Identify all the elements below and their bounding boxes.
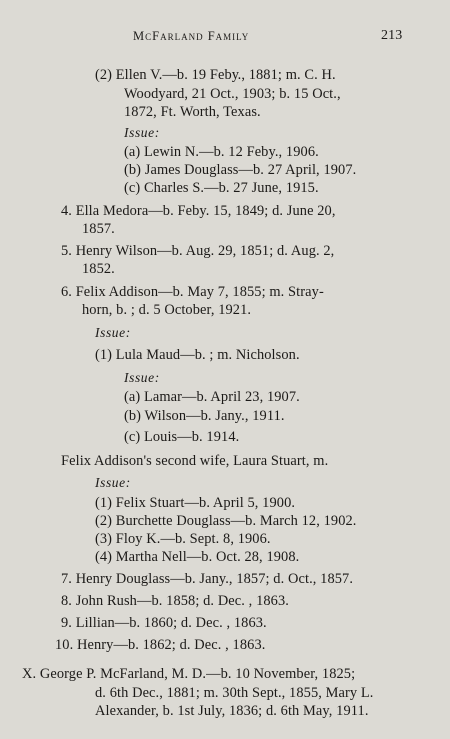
child-entry: (b) James Douglass—b. 27 April, 1907. bbox=[124, 162, 357, 178]
grandchild-entry: (b) Wilson—b. Jany., 1911. bbox=[124, 408, 285, 424]
issue-heading: Issue: bbox=[124, 125, 160, 140]
entry-ella-line-1: 4. Ella Medora—b. Feby. 15, 1849; d. June 20, bbox=[61, 203, 336, 219]
grandchild-entry: (a) Lamar—b. April 23, 1907. bbox=[124, 389, 300, 405]
issue-heading: Issue: bbox=[124, 370, 160, 385]
child-entry: (c) Charles S.—b. 27 June, 1915. bbox=[124, 180, 319, 196]
running-header: McFarland Family bbox=[133, 29, 250, 43]
entry-felix-line-1: 6. Felix Addison—b. May 7, 1855; m. Stray- bbox=[61, 284, 324, 300]
entry-felix-line-2: horn, b. ; d. 5 October, 1921. bbox=[82, 302, 252, 318]
child-entry-lula: (1) Lula Maud—b. ; m. Nicholson. bbox=[95, 347, 300, 363]
entry-henry-wilson-line-1: 5. Henry Wilson—b. Aug. 29, 1851; d. Aug. 2, bbox=[61, 243, 335, 259]
entry-henry-wilson-line-2: 1852. bbox=[82, 261, 115, 277]
entry-ella-line-2: 1857. bbox=[82, 221, 115, 237]
child-entry: (2) Burchette Douglass—b. March 12, 1902. bbox=[95, 513, 357, 529]
entry-ellen-line-1: (2) Ellen V.—b. 19 Febу., 1881; m. C. H. bbox=[95, 67, 336, 83]
issue-heading: Issue: bbox=[95, 475, 131, 490]
child-entry: (a) Lewin N.—b. 12 Feby., 1906. bbox=[124, 144, 319, 160]
issue-heading: Issue: bbox=[95, 325, 131, 340]
entry-henry-douglass: 7. Henry Douglass—b. Jany., 1857; d. Oct., 1857. bbox=[61, 571, 354, 587]
entry-lillian: 9. Lillian—b. 1860; d. Dec. , 1863. bbox=[61, 615, 267, 631]
grandchild-entry: (c) Louis—b. 1914. bbox=[124, 429, 240, 445]
entry-henry: 10. Henry—b. 1862; d. Dec. , 1863. bbox=[55, 637, 266, 653]
entry-george-line-1: X. George P. McFarland, M. D.—b. 10 November, 1825; bbox=[22, 666, 356, 682]
child-entry: (1) Felix Stuart—b. April 5, 1900. bbox=[95, 495, 296, 511]
entry-john-rush: 8. John Rush—b. 1858; d. Dec. , 1863. bbox=[61, 593, 289, 609]
page-number: 213 bbox=[381, 28, 403, 43]
entry-ellen-line-2: Woodyard, 21 Oct., 1903; b. 15 Oct., bbox=[124, 86, 341, 102]
child-entry: (3) Floy K.—b. Sept. 8, 1906. bbox=[95, 531, 271, 547]
second-wife-note: Felix Addison's second wife, Laura Stuart, m. bbox=[61, 453, 329, 469]
entry-george-line-3: Alexander, b. 1st July, 1836; d. 6th May, 1911. bbox=[95, 703, 369, 719]
entry-ellen-line-3: 1872, Ft. Worth, Texas. bbox=[124, 104, 261, 120]
entry-george-line-2: d. 6th Dec., 1881; m. 30th Sept., 1855, Mary L. bbox=[95, 685, 374, 701]
child-entry: (4) Martha Nell—b. Oct. 28, 1908. bbox=[95, 549, 300, 565]
